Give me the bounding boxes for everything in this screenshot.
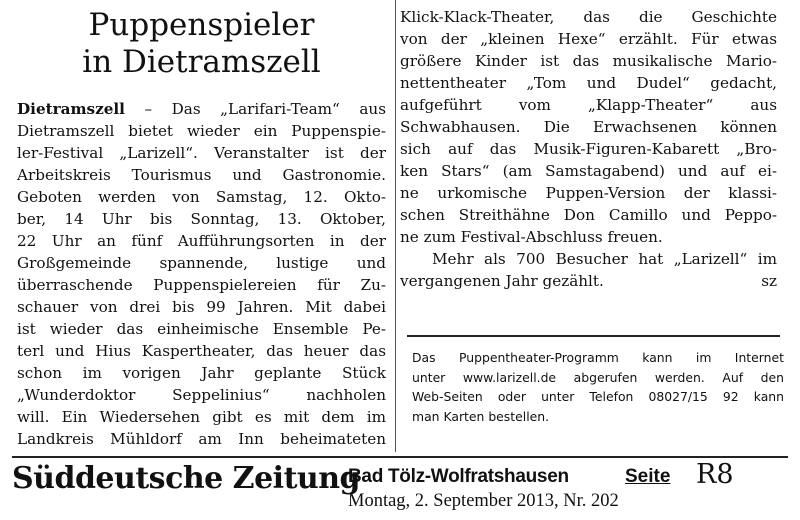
- article-line: ler-Festival „Larizell“. Veranstalter ist der: [17, 144, 386, 162]
- article-line: größere Kinder ist das musikalische Mario-: [400, 52, 777, 70]
- first-line-rest: – Das „Larifari-Team“ aus: [124, 100, 386, 118]
- article-line: 22 Uhr an fünf Aufführungsorten in der: [17, 232, 386, 250]
- infobox-line: Das Puppentheater-Programm kann im Internet: [412, 350, 784, 365]
- article-line: aufgeführt vom „Klapp-Theater“ aus: [400, 96, 777, 114]
- issue-date: Montag, 2. September 2013, Nr. 202: [348, 491, 619, 511]
- article-line: nettentheater „Tom und Dudel“ gedacht,: [400, 74, 777, 92]
- infobox-line: unter www.larizell.de abgerufen werden. Auf den: [412, 369, 784, 385]
- article-line: ist wieder das einheimische Ensemble Pe-: [17, 320, 386, 338]
- article-line: Landkreis Mühldorf am Inn beheimateten: [17, 430, 386, 448]
- headline-line-2: in Dietramszell: [82, 44, 321, 80]
- closing-line: Mehr als 700 Besucher hat „Larizell“ im: [432, 250, 777, 268]
- article-column-left: [17, 98, 386, 450]
- column-divider: [395, 0, 396, 452]
- article-line: „Wunderdoktor Seppelinius“ nachholen: [17, 386, 386, 404]
- article-line: ber, 14 Uhr bis Sonntag, 13. Oktober,: [17, 210, 386, 228]
- infobox-line: Web-Seiten oder unter Telefon 08027/15 92 kann: [412, 389, 784, 404]
- info-box: [412, 348, 784, 426]
- dateline-place: Dietramszell: [17, 100, 125, 118]
- article-line: ne urkomische Puppen-Version der klassi-: [400, 184, 777, 202]
- article-line: überraschende Puppenspielereien für Zu-: [17, 276, 386, 294]
- closing-line-with-author: [400, 270, 777, 292]
- infobox-rule: [407, 335, 780, 337]
- newspaper-masthead: Süddeutsche Zeitung: [12, 461, 361, 496]
- edition-name: Bad Tölz-Wolfratshausen: [348, 466, 569, 487]
- article-line: Dietramszell bietet wieder ein Puppenspie-: [17, 122, 386, 140]
- article-line: Großgemeinde spannende, lustige und: [17, 254, 386, 272]
- article-column-right: [400, 6, 777, 292]
- article-line: sich auf das Musik-Figuren-Kabarett „Bro-: [400, 140, 777, 158]
- article-line: Klick-Klack-Theater, das die Geschichte: [400, 8, 777, 26]
- article-headline: [0, 7, 403, 81]
- infobox-line: man Karten bestellen.: [412, 408, 550, 424]
- author-initials: sz: [761, 272, 777, 290]
- article-first-line: [17, 98, 386, 120]
- article-line: Geboten werden von Samstag, 12. Okto-: [17, 188, 386, 206]
- article-line: ken Stars“ (am Samstagabend) und auf ei-: [400, 162, 777, 180]
- article-line: schon im vorigen Jahr geplante Stück: [17, 364, 386, 382]
- article-line: ne zum Festival-Abschluss freuen.: [400, 228, 663, 246]
- article-line: terl und Hius Kaspertheater, das heuer das: [17, 342, 386, 360]
- page-label: Seite: [625, 466, 671, 487]
- article-line: Arbeitskreis Tourismus und Gastronomie.: [17, 166, 386, 184]
- article-line: schauer von drei bis 99 Jahren. Mit dabei: [17, 298, 386, 316]
- article-line: Schwabhausen. Die Erwachsenen können: [400, 118, 777, 136]
- headline-line-1: Puppenspieler: [88, 7, 315, 43]
- article-line: schen Streithähne Don Camillo und Peppo-: [400, 206, 777, 224]
- footer-rule: [12, 456, 788, 458]
- page-number: R8: [696, 459, 734, 490]
- article-line: will. Ein Wiedersehen gibt es mit dem im: [17, 408, 386, 426]
- article-line: von der „kleinen Hexe“ erzählt. Für etwas: [400, 30, 777, 48]
- closing-line: vergangenen Jahr gezählt.: [400, 272, 604, 290]
